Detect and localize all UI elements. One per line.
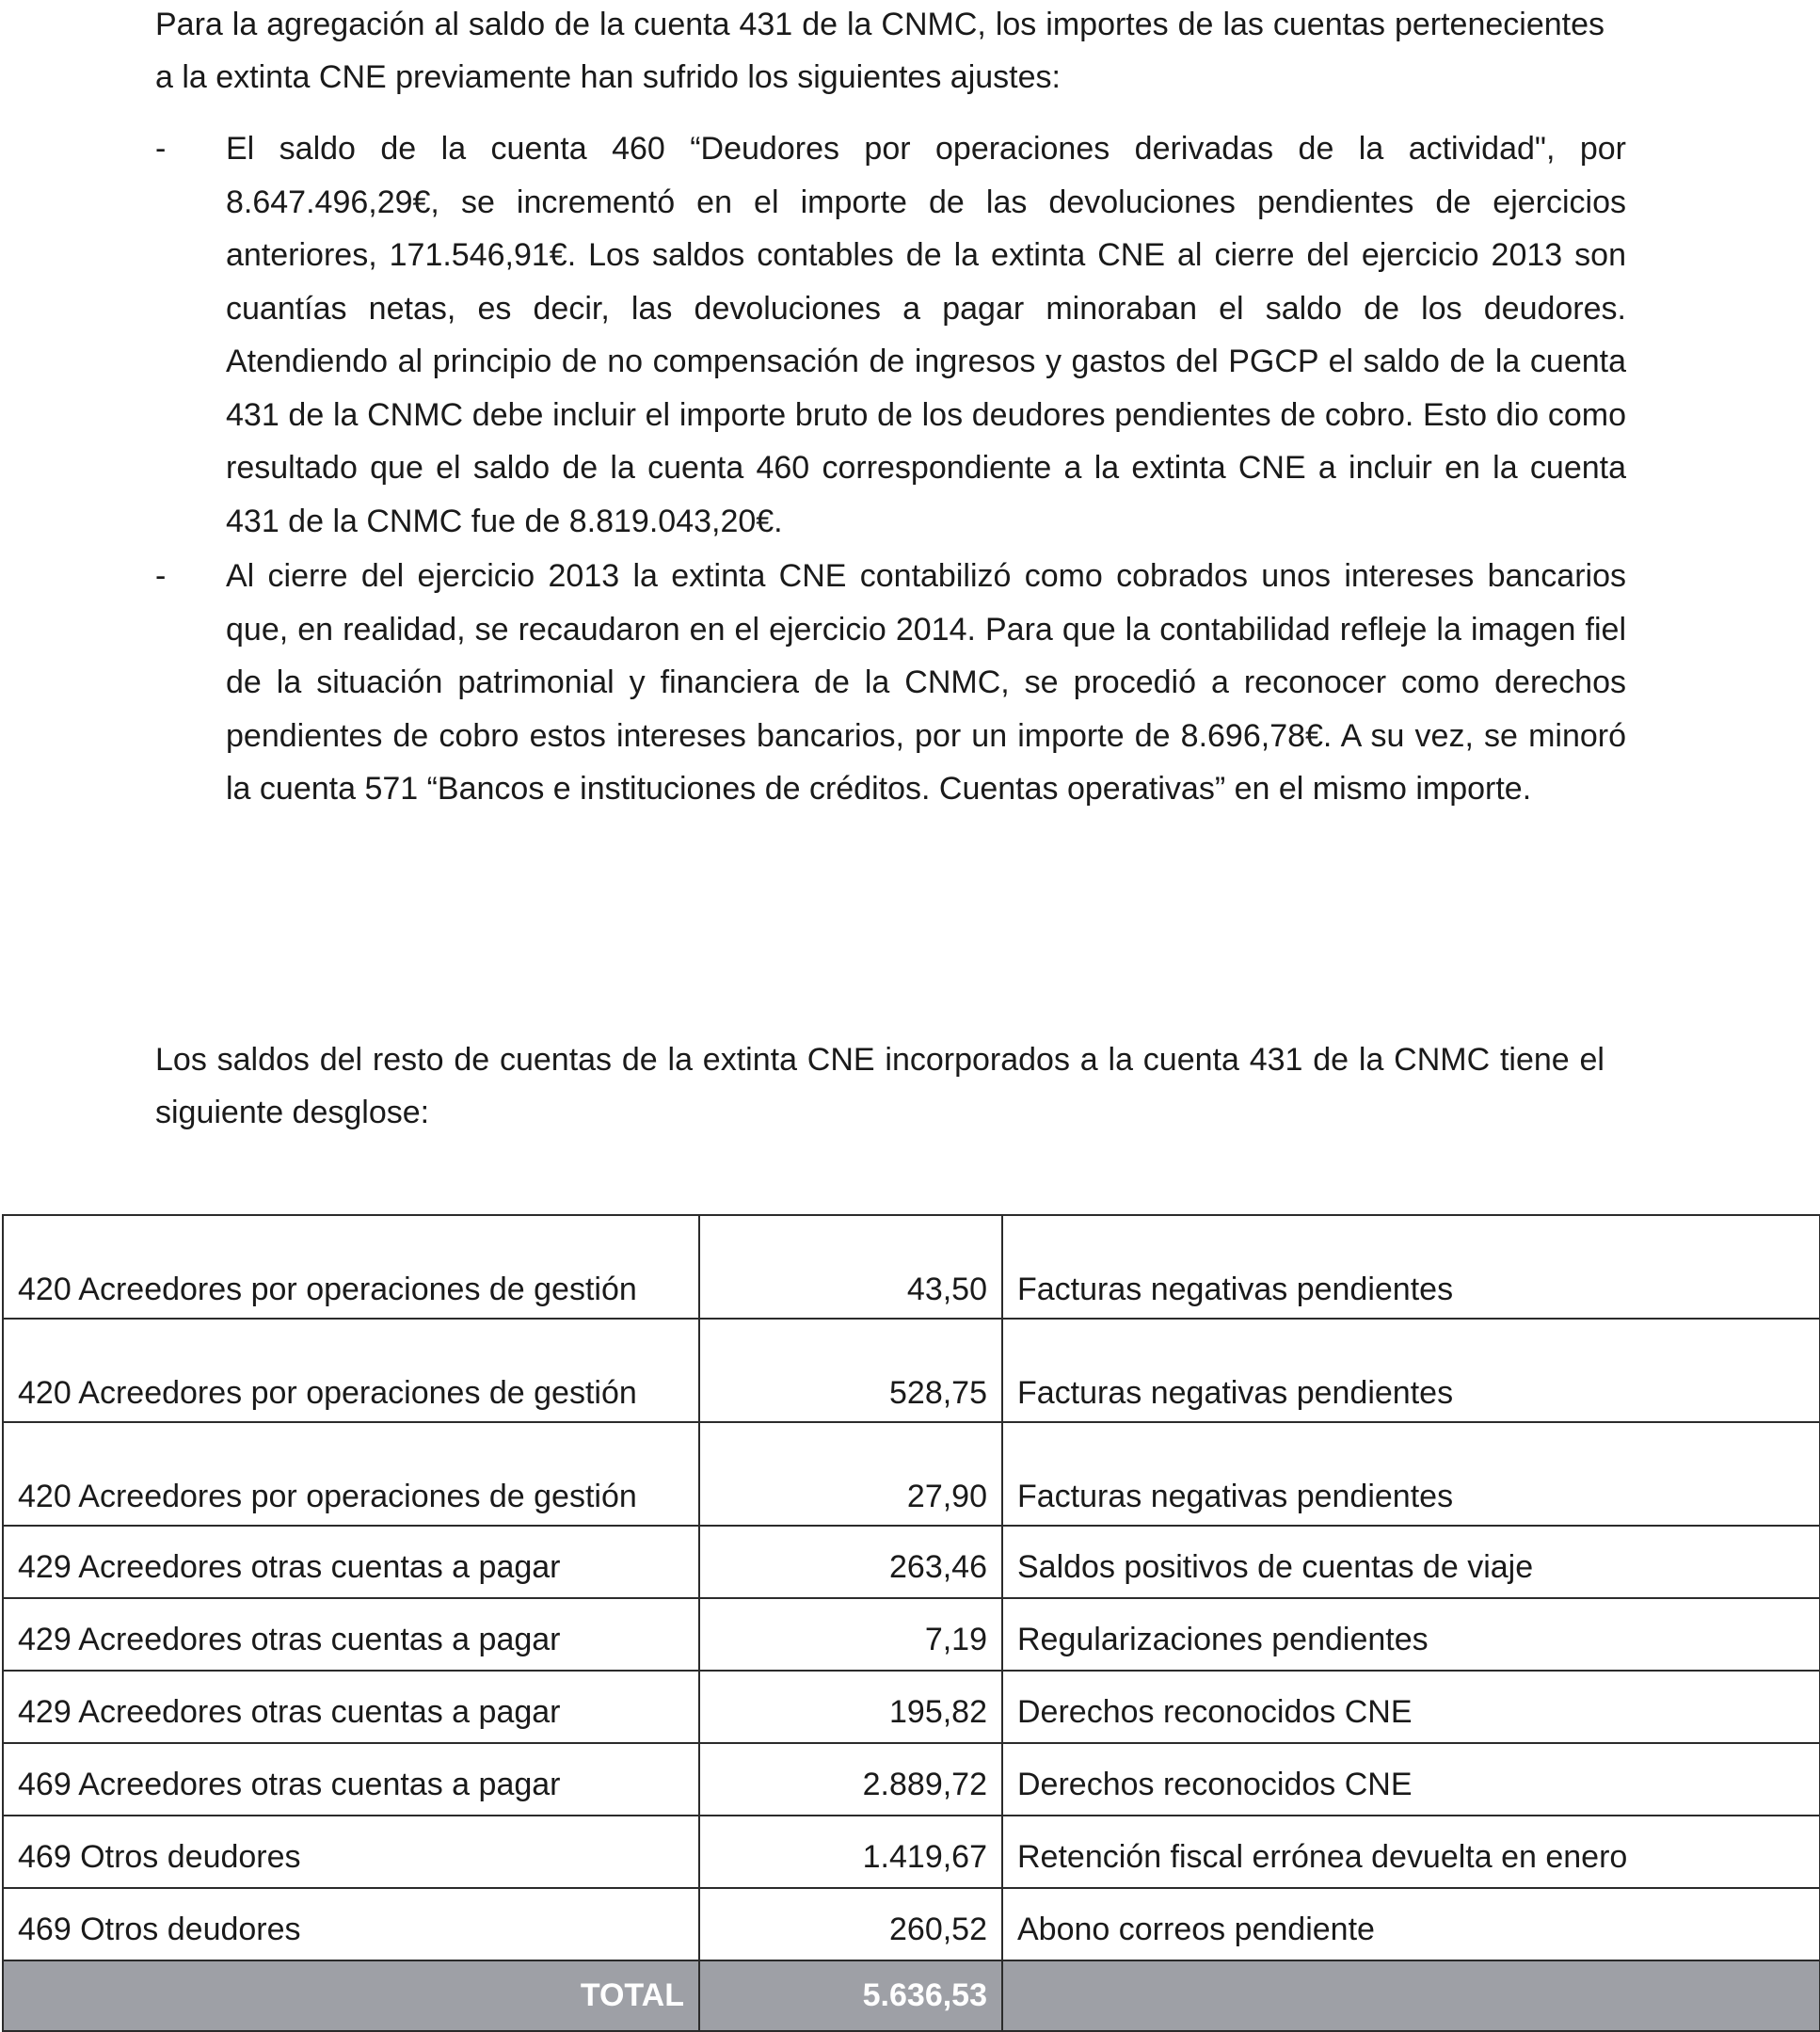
account-cell: 429 Acreedores otras cuentas a pagar xyxy=(3,1598,699,1671)
breakdown-intro-paragraph: Los saldos del resto de cuentas de la extinta CNE incorporados a la cuenta 431 de la CNMC tiene el siguiente desglose: xyxy=(155,1042,1604,1130)
description-cell: Derechos reconocidos CNE xyxy=(1002,1671,1820,1743)
table-row xyxy=(3,1422,1820,1526)
account-cell: 429 Acreedores otras cuentas a pagar xyxy=(3,1671,699,1743)
total-amount: 5.636,53 xyxy=(699,1960,1002,2031)
account-cell: 469 Acreedores otras cuentas a pagar xyxy=(3,1743,699,1816)
total-row xyxy=(3,1960,1820,2031)
table-row xyxy=(3,1526,1820,1598)
adjustments-list xyxy=(155,122,1626,816)
account-cell: 420 Acreedores por operaciones de gestión xyxy=(3,1422,699,1526)
description-cell: Regularizaciones pendientes xyxy=(1002,1598,1820,1671)
account-cell: 420 Acreedores por operaciones de gestión xyxy=(3,1215,699,1319)
amount-cell: 27,90 xyxy=(699,1422,1002,1526)
table-row xyxy=(3,1671,1820,1743)
account-cell: 429 Acreedores otras cuentas a pagar xyxy=(3,1526,699,1598)
accounts-breakdown-table xyxy=(2,1214,1820,2032)
list-item xyxy=(155,550,1626,816)
bullet-text: Al cierre del ejercicio 2013 la extinta CNE contabilizó como cobrados unos intereses bancarios que, en realidad, se recaudaron en el ejercicio 2014. Para que la contabilidad refleje la imagen fiel de la situación patrimonial y financiera de la CNMC, se procedió a reconocer como derechos pendientes de cobro estos intereses bancarios, por un importe de 8.696,78€. A su vez, se minoró la cuenta 571 “Bancos e instituciones de créditos. Cuentas operativas” en el mismo importe. xyxy=(226,558,1626,807)
table-row xyxy=(3,1888,1820,1960)
bullet-text: El saldo de la cuenta 460 “Deudores por operaciones derivadas de la actividad", por 8.647.496,29€, se incrementó en el importe de las devoluciones pendientes de ejercicios anteriores, 171.546,91€. Los saldos contables de la extinta CNE al cierre del ejercicio 2013 son cuantías netas, es decir, las devoluciones a pagar minoraban el saldo de los deudores. Atendiendo al principio de no compensación de ingresos y gastos del PGCP el saldo de la cuenta 431 de la CNMC debe incluir el importe bruto de los deudores pendientes de cobro. Esto dio como resultado que el saldo de la cuenta 460 correspondiente a la extinta CNE a incluir en la cuenta 431 de la CNMC fue de 8.819.043,20€. xyxy=(226,131,1626,539)
intro-paragraph: Para la agregación al saldo de la cuenta 431 de la CNMC, los importes de las cuentas pertenecientes a la extinta CNE previamente han sufrido los siguientes ajustes: xyxy=(155,7,1604,95)
table-row xyxy=(3,1598,1820,1671)
account-cell: 469 Otros deudores xyxy=(3,1888,699,1960)
description-cell: Abono correos pendiente xyxy=(1002,1888,1820,1960)
amount-cell: 263,46 xyxy=(699,1526,1002,1598)
list-item xyxy=(155,122,1626,548)
table-row xyxy=(3,1743,1820,1816)
account-cell: 469 Otros deudores xyxy=(3,1816,699,1888)
amount-cell: 260,52 xyxy=(699,1888,1002,1960)
amount-cell: 195,82 xyxy=(699,1671,1002,1743)
amount-cell: 1.419,67 xyxy=(699,1816,1002,1888)
bullet-marker: - xyxy=(155,131,167,167)
total-empty-cell xyxy=(1002,1960,1820,2031)
description-cell: Saldos positivos de cuentas de viaje xyxy=(1002,1526,1820,1598)
amount-cell: 7,19 xyxy=(699,1598,1002,1671)
account-cell: 420 Acreedores por operaciones de gestión xyxy=(3,1319,699,1422)
table-row xyxy=(3,1319,1820,1422)
amount-cell: 43,50 xyxy=(699,1215,1002,1319)
amount-cell: 2.889,72 xyxy=(699,1743,1002,1816)
description-cell: Retención fiscal errónea devuelta en enero xyxy=(1002,1816,1820,1888)
amount-cell: 528,75 xyxy=(699,1319,1002,1422)
description-cell: Derechos reconocidos CNE xyxy=(1002,1743,1820,1816)
description-cell: Facturas negativas pendientes xyxy=(1002,1319,1820,1422)
table-row xyxy=(3,1215,1820,1319)
bullet-marker: - xyxy=(155,558,167,594)
total-label: TOTAL xyxy=(3,1960,699,2031)
description-cell: Facturas negativas pendientes xyxy=(1002,1422,1820,1526)
description-cell: Facturas negativas pendientes xyxy=(1002,1215,1820,1319)
table-row xyxy=(3,1816,1820,1888)
